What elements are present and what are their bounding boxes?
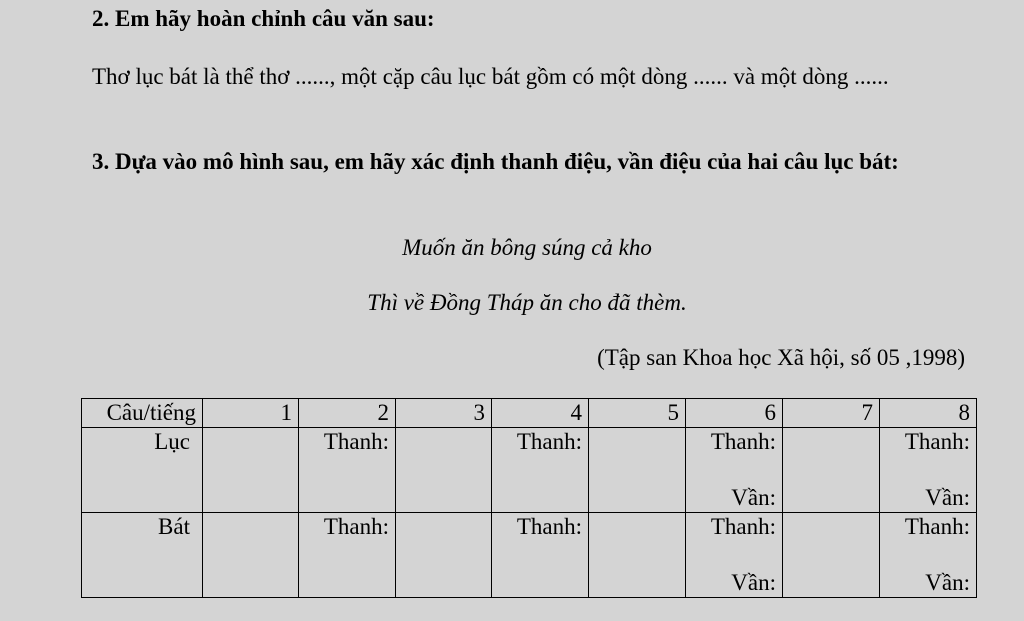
analysis-table [81, 398, 977, 598]
header-cell-3: 3 [396, 399, 492, 428]
luc-cell-1 [203, 428, 299, 513]
bat-cell-6 [686, 513, 783, 598]
luc-cell-7 [783, 428, 880, 513]
header-cell-cau-tieng: Câu/tiếng [82, 399, 203, 428]
table-row-luc [82, 428, 977, 513]
bat-6-thanh-label: Thanh: [710, 514, 776, 539]
bat-8-van-label: Vần: [925, 570, 970, 595]
luc-6-van-label: Vần: [731, 485, 776, 510]
bat-cell-7 [783, 513, 880, 598]
bat-2-thanh-label: Thanh: [323, 514, 389, 539]
luc-4-thanh-label: Thanh: [516, 429, 582, 454]
poem-line-2: Thì về Đồng Tháp ăn cho đã thèm. [367, 290, 687, 315]
luc-6-thanh-label: Thanh: [710, 429, 776, 454]
header-cell-2: 2 [299, 399, 396, 428]
bat-4-thanh-label: Thanh: [516, 514, 582, 539]
header-cell-8: 8 [880, 399, 977, 428]
question-3-title: 3. Dựa vào mô hình sau, em hãy xác định thanh điệu, vần điệu của hai câu lục bát: [92, 149, 899, 174]
header-cell-6: 6 [686, 399, 783, 428]
row-label-luc: Lục [82, 428, 203, 513]
luc-cell-3 [396, 428, 492, 513]
citation: (Tập san Khoa học Xã hội, số 05 ,1998) [597, 345, 965, 370]
bat-8-thanh-label: Thanh: [904, 514, 970, 539]
bat-cell-5 [589, 513, 686, 598]
header-cell-4: 4 [492, 399, 589, 428]
table-row-bat [82, 513, 977, 598]
row-label-bat: Bát [82, 513, 203, 598]
luc-cell-6 [686, 428, 783, 513]
luc-cell-8 [880, 428, 977, 513]
luc-cell-2 [299, 428, 396, 513]
header-cell-1: 1 [203, 399, 299, 428]
bat-cell-2 [299, 513, 396, 598]
header-cell-7: 7 [783, 399, 880, 428]
question-2-text: Thơ lục bát là thể thơ ......, một cặp câu lục bát gồm có một dòng ...... và một dòng ...... [92, 64, 889, 89]
luc-cell-4 [492, 428, 589, 513]
poem-line-1: Muốn ăn bông súng cả kho [402, 235, 652, 260]
bat-cell-4 [492, 513, 589, 598]
bat-6-van-label: Vần: [731, 570, 776, 595]
luc-cell-5 [589, 428, 686, 513]
header-cell-5: 5 [589, 399, 686, 428]
bat-cell-8 [880, 513, 977, 598]
luc-2-thanh-label: Thanh: [323, 429, 389, 454]
luc-8-thanh-label: Thanh: [904, 429, 970, 454]
bat-cell-3 [396, 513, 492, 598]
luc-8-van-label: Vần: [925, 485, 970, 510]
bat-cell-1 [203, 513, 299, 598]
question-2-title: 2. Em hãy hoàn chỉnh câu văn sau: [92, 6, 435, 31]
table-header-row [82, 399, 977, 428]
